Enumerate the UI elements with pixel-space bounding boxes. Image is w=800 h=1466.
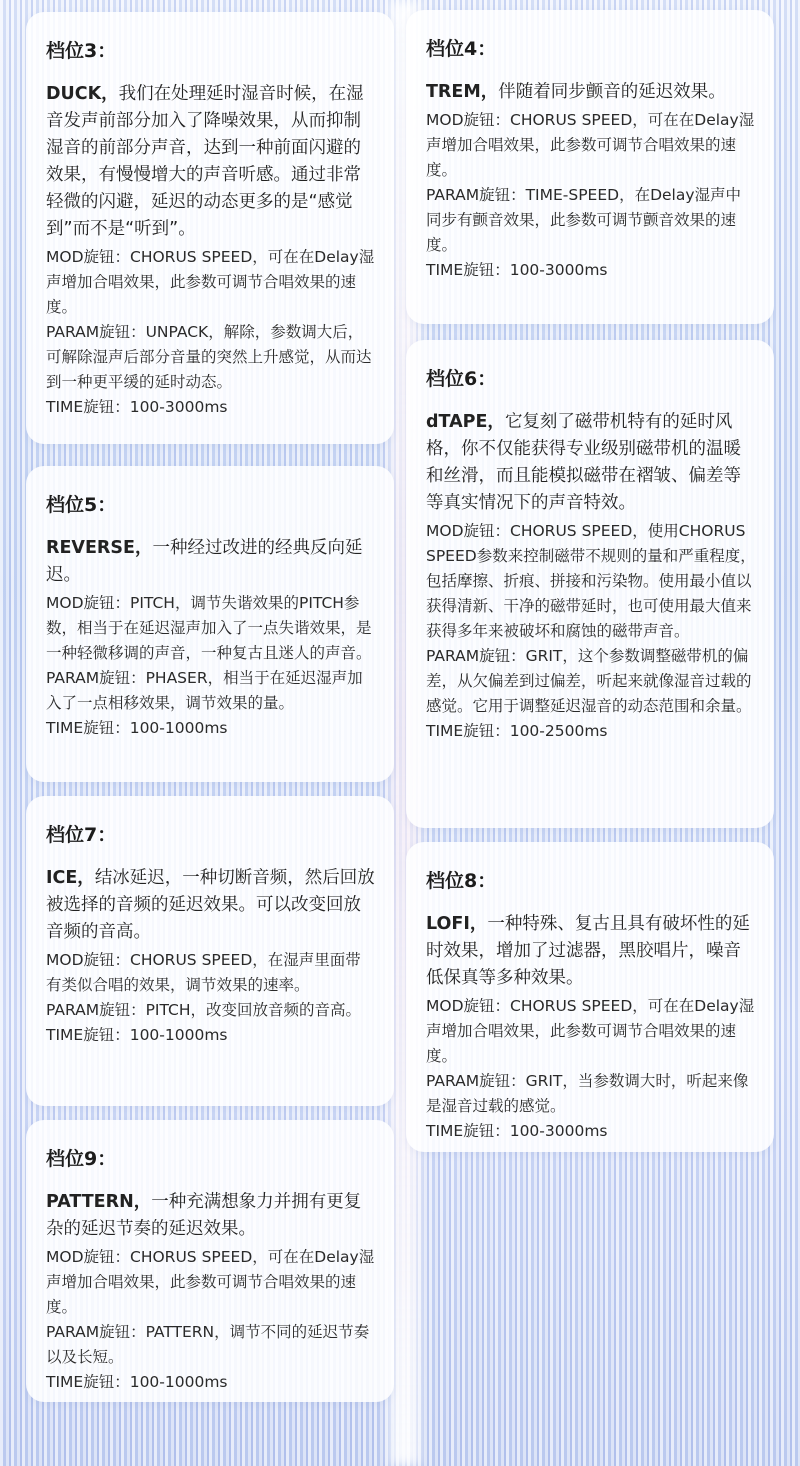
mode-name: dTAPE， bbox=[426, 412, 505, 432]
mod-knob-text: MOD旋钮：CHORUS SPEED，在湿声里面带有类似合唱的效果，调节效果的速率。 bbox=[46, 951, 361, 994]
param-knob-text: PARAM旋钮：PHASER，相当于在延迟湿声加入了一点相移效果，调节效果的量。 bbox=[46, 669, 363, 712]
time-knob-text: TIME旋钮：100-1000ms bbox=[46, 1026, 228, 1044]
mode-name: DUCK， bbox=[46, 84, 119, 104]
mode-description: 一种充满想象力并拥有更复杂的延迟节奏的延迟效果。 bbox=[46, 1192, 362, 1239]
mod-knob-text: MOD旋钮：CHORUS SPEED，可在在Delay湿声增加合唱效果，此参数可调节合唱效果的速度。 bbox=[46, 248, 375, 316]
mode-name: REVERSE， bbox=[46, 538, 153, 558]
mode-name: PATTERN， bbox=[46, 1192, 152, 1212]
mode-card-3 bbox=[26, 12, 394, 444]
mode-title: 档位7： bbox=[46, 824, 117, 846]
mode-name: LOFI， bbox=[426, 914, 488, 934]
mode-description: 一种经过改进的经典反向延迟。 bbox=[46, 538, 363, 585]
mode-intro bbox=[46, 865, 376, 946]
mode-title: 档位9： bbox=[46, 1148, 117, 1170]
mode-description: 结冰延迟，一种切断音频，然后回放被选择的音频的延迟效果。可以改变回放音频的音高。 bbox=[46, 868, 375, 942]
mod-knob-text: MOD旋钮：CHORUS SPEED，可在在Delay湿声增加合唱效果，此参数可调节合唱效果的速度。 bbox=[426, 111, 755, 179]
param-knob-text: PARAM旋钮：GRIT，这个参数调整磁带机的偏差，从欠偏差到过偏差，听起来就像湿音过载的感觉。它用于调整延迟湿音的动态范围和余量。 bbox=[426, 647, 752, 715]
mode-intro bbox=[46, 535, 376, 589]
time-knob-text: TIME旋钮：100-2500ms bbox=[426, 722, 608, 740]
mod-knob-text: MOD旋钮：CHORUS SPEED，可在在Delay湿声增加合唱效果，此参数可调节合唱效果的速度。 bbox=[426, 997, 755, 1065]
mode-intro bbox=[426, 409, 756, 517]
mode-title: 档位4： bbox=[426, 38, 497, 60]
mode-card-8 bbox=[406, 842, 774, 1152]
mod-knob-text: MOD旋钮：PITCH，调节失谐效果的PITCH参数，相当于在延迟湿声加入了一点失谐效果，是一种轻微移调的声音，一种复古且迷人的声音。 bbox=[46, 594, 372, 662]
mode-card-5 bbox=[26, 466, 394, 782]
param-knob-text: PARAM旋钮：PATTERN，调节不同的延迟节奏以及长短。 bbox=[46, 1323, 370, 1366]
mode-title: 档位3： bbox=[46, 40, 117, 62]
param-knob-text: PARAM旋钮：UNPACK，解除，参数调大后，可解除湿声后部分音量的突然上升感觉，从而达到一种更平缓的延时动态。 bbox=[46, 323, 372, 391]
mode-card-7 bbox=[26, 796, 394, 1106]
mode-description: 伴随着同步颤音的延迟效果。 bbox=[498, 82, 726, 102]
param-knob-text: PARAM旋钮：TIME-SPEED，在Delay湿声中同步有颤音效果，此参数可调节颤音效果的速度。 bbox=[426, 186, 742, 254]
mode-title: 档位5： bbox=[46, 494, 117, 516]
param-knob-text: PARAM旋钮：PITCH，改变回放音频的音高。 bbox=[46, 1001, 362, 1019]
mode-intro bbox=[46, 1189, 376, 1243]
mode-intro bbox=[46, 81, 376, 243]
mode-description: 我们在处理延时湿音时候，在湿音发声前部分加入了降噪效果，从而抑制湿音的前部分声音，达到一种前面闪避的效果，有慢慢增大的声音听感。通过非常轻微的闪避，延迟的动态更多的是“感觉到”而不是“听到”。 bbox=[46, 84, 364, 239]
mode-card-6 bbox=[406, 340, 774, 828]
mod-knob-text: MOD旋钮：CHORUS SPEED，使用CHORUS SPEED参数来控制磁带不规则的量和严重程度，包括摩擦、折痕、拼接和污染物。使用最小值以获得清新、干净的磁带延时，也可使用最大值来获得多年来被破坏和腐蚀的磁带声音。 bbox=[426, 522, 756, 640]
mod-knob-text: MOD旋钮：CHORUS SPEED，可在在Delay湿声增加合唱效果，此参数可调节合唱效果的速度。 bbox=[46, 1248, 375, 1316]
time-knob-text: TIME旋钮：100-1000ms bbox=[46, 719, 228, 737]
mode-intro bbox=[426, 911, 756, 992]
mode-card-4 bbox=[406, 10, 774, 324]
mode-name: ICE， bbox=[46, 868, 95, 888]
time-knob-text: TIME旋钮：100-3000ms bbox=[46, 398, 228, 416]
mode-intro bbox=[426, 79, 756, 106]
mode-title: 档位8： bbox=[426, 870, 497, 892]
time-knob-text: TIME旋钮：100-3000ms bbox=[426, 261, 608, 279]
mode-description: 一种特殊、复古且具有破坏性的延时效果，增加了过滤器，黑胶唱片，噪音低保真等多种效果。 bbox=[426, 914, 750, 988]
time-knob-text: TIME旋钮：100-3000ms bbox=[426, 1122, 608, 1140]
mode-card-9 bbox=[26, 1120, 394, 1402]
mode-title: 档位6： bbox=[426, 368, 497, 390]
mode-description: 它复刻了磁带机特有的延时风格，你不仅能获得专业级别磁带机的温暖和丝滑，而且能模拟磁带在褶皱、偏差等等真实情况下的声音特效。 bbox=[426, 412, 741, 513]
param-knob-text: PARAM旋钮：GRIT，当参数调大时，听起来像是湿音过载的感觉。 bbox=[426, 1072, 749, 1115]
mode-name: TREM， bbox=[426, 82, 499, 102]
time-knob-text: TIME旋钮：100-1000ms bbox=[46, 1373, 228, 1391]
